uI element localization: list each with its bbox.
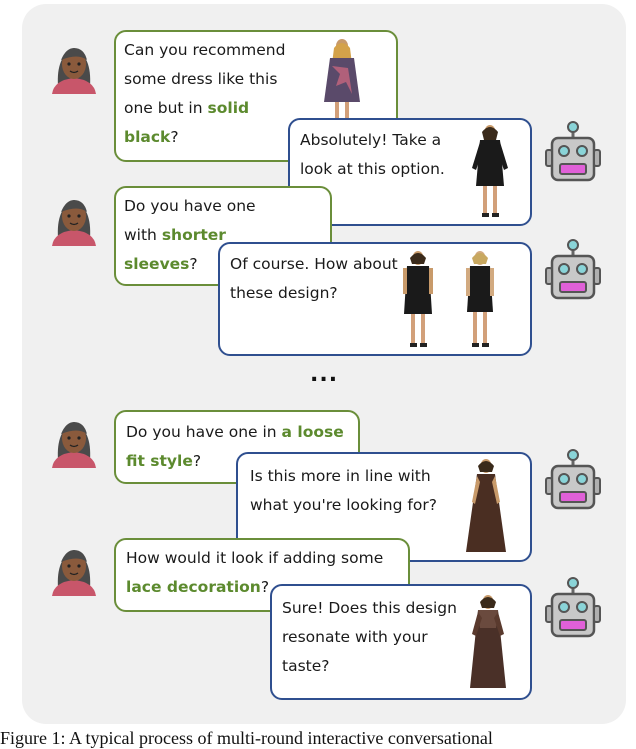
ellipsis: ... <box>310 362 339 387</box>
user-message-4: How would it look if adding some lace decoration? <box>114 538 410 612</box>
highlight-text: solid black <box>124 99 250 146</box>
bot-message-text: Absolutely! Take a look at this option. <box>300 131 445 178</box>
user-message-2: Do you have one with shorter sleeves? <box>114 186 332 286</box>
user-message-3: Do you have one in a loose fit style? <box>114 410 360 484</box>
user-message-1: Can you recommend some dress like this one but in solid black? <box>114 30 398 162</box>
robot-assistant-icon <box>544 448 602 512</box>
user-message-text: Do you have one in <box>126 423 282 441</box>
bot-message-text: Sure! Does this design resonate with your taste? <box>282 599 457 675</box>
highlight-text: shorter sleeves <box>124 226 226 273</box>
highlight-text: lace decoration <box>126 578 261 596</box>
dress-image-black <box>470 124 510 220</box>
user-avatar-icon <box>48 38 100 94</box>
bot-message-4 <box>270 584 532 700</box>
robot-assistant-icon <box>544 576 602 640</box>
dress-image-black-capsleeve <box>398 250 438 350</box>
user-avatar-icon <box>48 412 100 468</box>
dress-image-lace-gown <box>466 594 510 694</box>
highlight-text: a loose fit style <box>126 423 344 470</box>
bot-message-text: Is this more in line with what you're looking for? <box>250 467 437 514</box>
bot-message-2 <box>218 242 532 356</box>
dress-image-black-sleeveless <box>460 250 500 350</box>
user-avatar-icon <box>48 540 100 596</box>
dress-image-patterned <box>320 38 364 130</box>
user-message-text: Can you recommend some dress like this one but in <box>124 41 286 117</box>
bot-message-text: Of course. How about these design? <box>230 255 398 302</box>
robot-assistant-icon <box>544 238 602 302</box>
figure-caption: Figure 1: A typical process of multi-round interactive conversational <box>0 728 493 748</box>
user-message-text: Do you have one with <box>124 197 256 244</box>
robot-assistant-icon <box>544 120 602 184</box>
dress-image-brown-gown <box>464 458 508 558</box>
user-avatar-icon <box>48 190 100 246</box>
user-message-text: How would it look if adding some <box>126 549 384 567</box>
